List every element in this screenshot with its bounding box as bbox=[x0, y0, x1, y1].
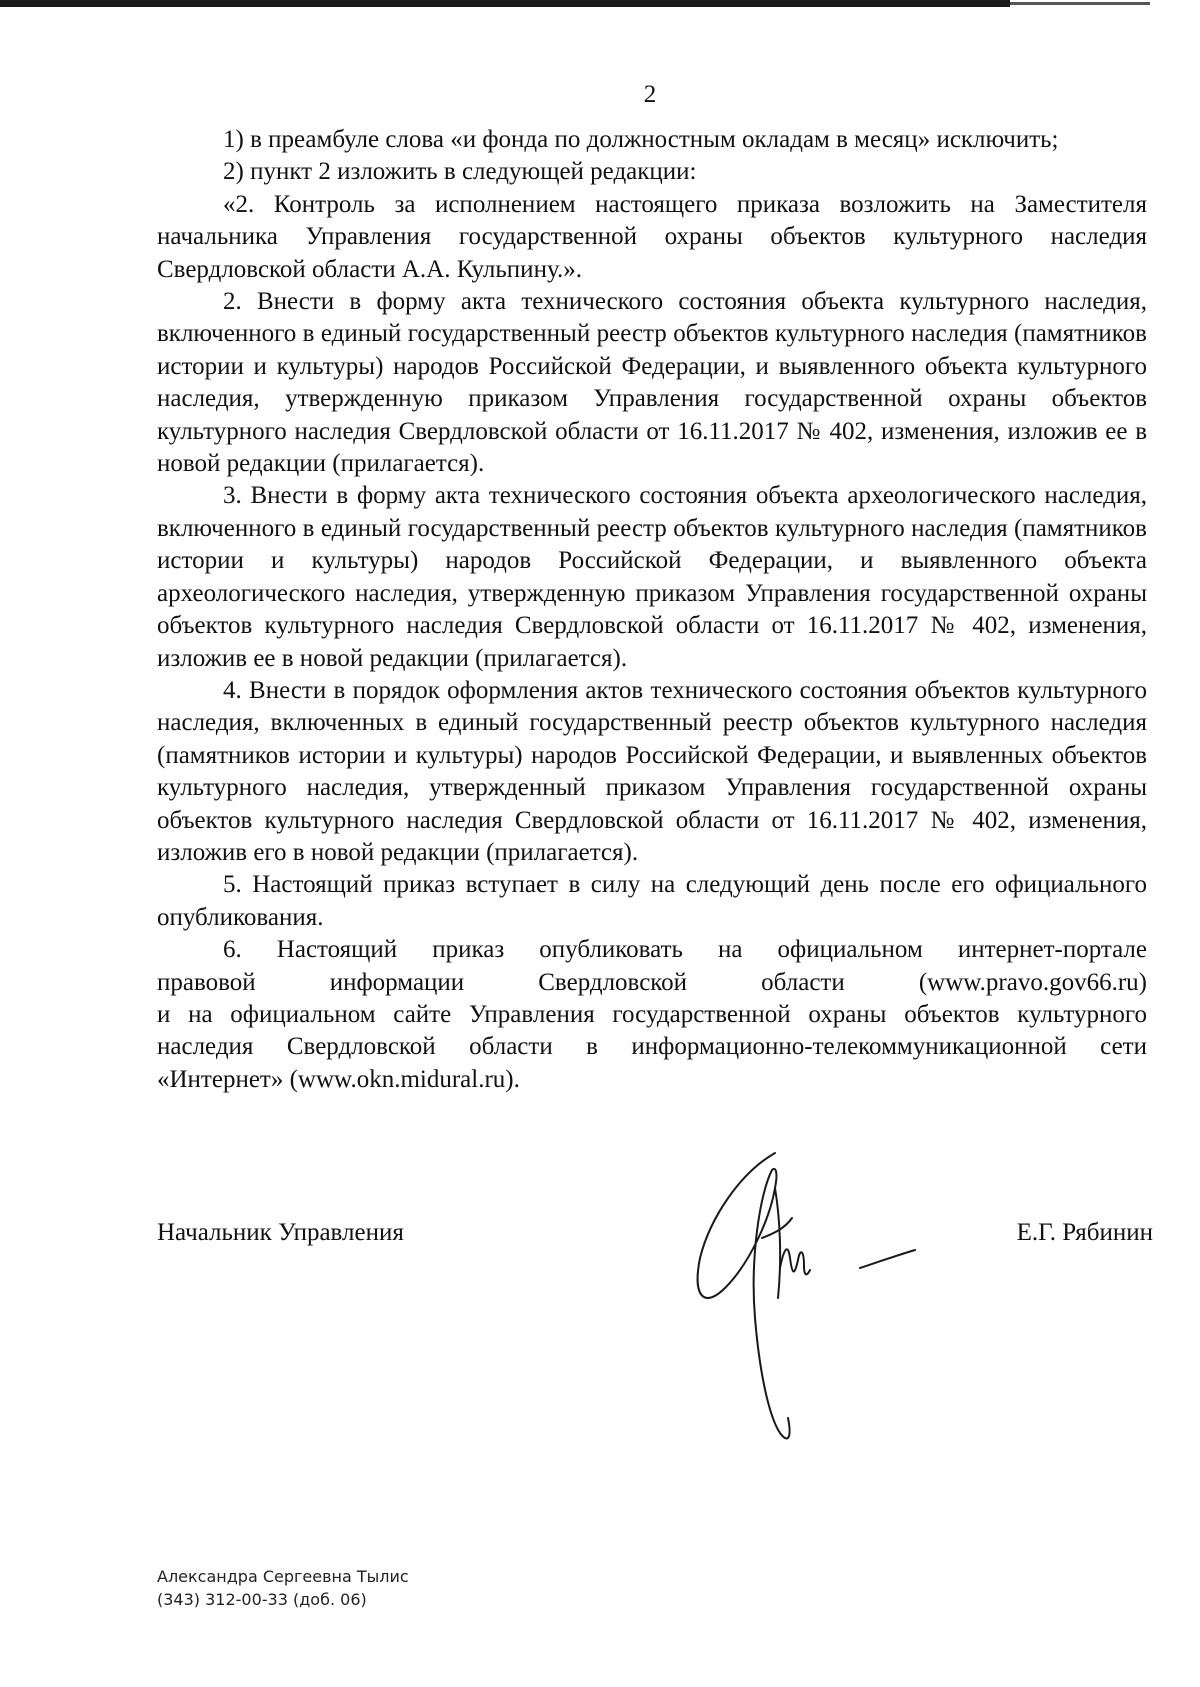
contact-name: Александра Сергеевна Тылис bbox=[157, 1567, 409, 1586]
paragraph-item-6 bbox=[157, 934, 1147, 1096]
contact-block bbox=[157, 1565, 409, 1611]
page-number: 2 bbox=[643, 81, 657, 108]
item-6-line-2: правовой информации Свердловской области (www.pravo.gov66.ru) bbox=[157, 968, 1147, 996]
item-6-line-5: «Интернет» (www.okn.midural.ru). bbox=[157, 1065, 520, 1093]
paragraph-1-preamble: 1) в преамбуле слова «и фонда по должностным окладам в месяц» исключить; bbox=[223, 126, 1059, 153]
handwritten-signature bbox=[680, 1148, 940, 1448]
paragraph-item-5: 5. Настоящий приказ вступает в силу на следующий день после его официального опубликования. bbox=[157, 871, 1147, 931]
paragraph-item-4: 4. Внести в порядок оформления актов технического состояния объектов культурного наследия, включенных в единый государственный реестр объектов культурного наследия (памятников истории и культуры) народов Российской Федерации, и выявленных объектов культурного наследия, утвержденный приказом Управления государственной охраны объектов культурного наследия Свердловской области от 16.11.2017 № 402, изменения, изложив его в новой редакции (прилагается). bbox=[157, 676, 1147, 866]
document-body bbox=[157, 124, 1147, 1096]
item-6-line-1: 6. Настоящий приказ опубликовать на официальном интернет-портале bbox=[223, 936, 1147, 964]
paragraph-2-point2: 2) пункт 2 изложить в следующей редакции: bbox=[223, 158, 697, 186]
item-6-line-3: и на официальном сайте Управления государственной охраны объектов культурного bbox=[157, 1000, 1147, 1028]
scan-edge-thin bbox=[1010, 2, 1150, 5]
contact-phone: (343) 312-00-33 (доб. 06) bbox=[157, 1590, 367, 1609]
signer-title: Начальник Управления bbox=[157, 1219, 404, 1246]
paragraph-3-control: «2. Контроль за исполнением настоящего приказа возложить на Заместителя начальника Управления государственной охраны объектов культурного наследия Свердловской области А.А. Кульпину.». bbox=[157, 190, 1147, 283]
signer-name: Е.Г. Рябинин bbox=[1016, 1219, 1153, 1246]
item-6-line-4: наследия Свердловской области в информационно-телекоммуникационной сети bbox=[157, 1033, 1147, 1061]
scan-edge bbox=[0, 0, 1010, 7]
paragraph-item-3: 3. Внести в форму акта технического состояния объекта археологического наследия, включенного в единый государственный реестр объектов культурного наследия (памятников истории и культуры) народов Российской Федерации, и выявленного объекта археологического наследия, утвержденную приказом Управления государственной охраны объектов культурного наследия Свердловской области от 16.11.2017 № 402, изменения, изложив ее в новой редакции (прилагается). bbox=[157, 482, 1147, 672]
paragraph-item-2: 2. Внести в форму акта технического состояния объекта культурного наследия, включенного в единый государственный реестр объектов культурного наследия (памятников истории и культуры) народов Российской Федерации, и выявленного объекта культурного наследия, утвержденную приказом Управления государственной охраны объектов культурного наследия Свердловской области от 16.11.2017 № 402, изменения, изложив ее в новой редакции (прилагается). bbox=[157, 288, 1147, 478]
